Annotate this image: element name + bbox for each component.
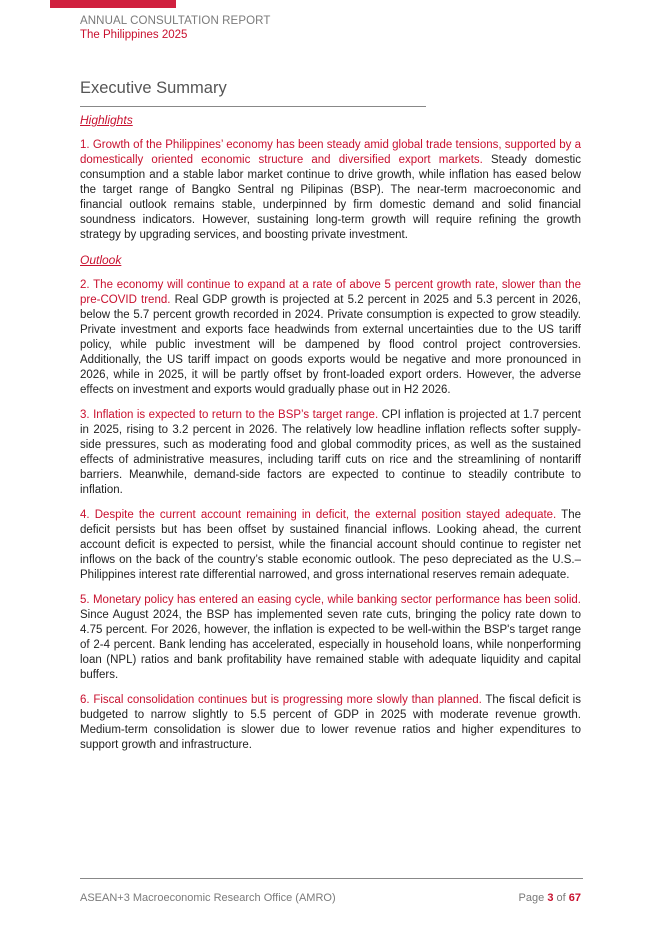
paragraph-body: The fiscal deficit is budgeted to narrow slightly to 5.5 percent of GDP in 2025 with moderate revenue growth. Medium-term consolidation is slower due to lower revenue ratios and higher expenditures to support growth and infrastructure. [80,694,581,751]
paragraph-body: CPI inflation is projected at 1.7 percent in 2025, rising to 3.2 percent in 2026. The relatively low headline inflation reflects softer supply-side pressures, such as moderating food and global commodity prices, as well as the sustained effects of administrative measures, including tariff cuts on rice and the streamlining of nontariff barriers. Meanwhile, demand-side factors are expected to continue to steadily contribute to inflation. [80,409,581,496]
paragraph-6 [80,693,581,753]
paragraph-lead: The economy will continue to expand at a rate of above 5 percent growth rate, slower than the pre-COVID trend. [80,279,581,306]
title-divider [80,106,426,107]
paragraph-body: Steady domestic consumption and a stable labor market continue to drive growth, while inflation has eased below the target range of Bangko Sentral ng Pilipinas (BSP). The near-term macroeconomic and financial outlook remains stable, underpinned by firm domestic demand and solid financial soundness indicators. However, sustaining long-term growth will require refining the growth strategy by upgrading services, and boosting private investment. [80,154,581,241]
paragraph-body: The deficit persists but has been offset by sustained financial inflows. Looking ahead, the current account deficit is expected to persist, while the financial account should continue to register net inflows on the back of the country’s stable economic outlook. The peso depreciated as the U.S.–Philippines interest rate differential narrowed, and gross international reserves remain adequate. [80,509,581,581]
paragraph-number: 1. [80,139,90,151]
current-page: 3 [547,892,554,904]
paragraph-4 [80,508,581,583]
paragraph-body: Since August 2024, the BSP has implemented seven rate cuts, bringing the policy rate down to 4.75 percent. For 2026, however, the inflation is expected to be well-within the BSP's target range of 2-4 percent. Bank lending has accelerated, especially in household loans, while nonperforming loan (NPL) ratios and bank profitability have remained stable with adequate liquidity and capital buffers. [80,609,581,681]
report-subtitle: The Philippines 2025 [80,29,188,41]
page-word: Page [518,892,545,904]
highlights-heading: Highlights [80,113,133,127]
footer-org: ASEAN+3 Macroeconomic Research Office (AMRO) [80,892,336,904]
paragraph-number: 6. [80,694,90,706]
paragraph-1 [80,138,581,243]
paragraph-number: 5. [80,594,90,606]
paragraph-body: Real GDP growth is projected at 5.2 percent in 2025 and 5.3 percent in 2026, below the 5.7 percent growth recorded in 2024. Private consumption is expected to grow steadily. Private investment and exports face headwinds from external uncertainties due to the US tariff policy, while public investment will be dampened by flood control project controversies. Additionally, the US tariff impact on goods exports would be negative and more pronounced in 2026, while in 2025, it will be partly offset by front-loaded export orders. However, the adverse effects on investment and exports would gradually phase out in H2 2026. [80,294,581,396]
page-number [519,892,581,904]
of-word: of [556,892,566,904]
paragraph-number: 3. [80,409,90,421]
paragraph-number: 4. [80,509,90,521]
paragraph-lead: Monetary policy has entered an easing cycle, while banking sector performance has been solid. [92,594,581,606]
total-pages: 67 [568,892,581,904]
paragraph-3 [80,408,581,498]
outlook-heading: Outlook [80,253,122,267]
paragraph-lead: Despite the current account remaining in deficit, the external position stayed adequate. [94,509,557,521]
paragraph-number: 2. [80,279,90,291]
paragraph-lead: Growth of the Philippines’ economy has been steady amid global trade tensions, supported by a domestically oriented economic structure and diversified export markets. [80,139,582,166]
footer-divider [80,878,583,879]
page-title: Executive Summary [80,79,227,97]
paragraph-lead: Inflation is expected to return to the BSP’s target range. [93,409,379,421]
paragraph-lead: Fiscal consolidation continues but is progressing more slowly than planned. [93,694,482,706]
paragraph-2 [80,278,581,398]
report-title: ANNUAL CONSULTATION REPORT [80,15,271,27]
header-accent-bar [50,0,176,8]
paragraph-5 [80,593,581,683]
summary-content [80,113,581,763]
